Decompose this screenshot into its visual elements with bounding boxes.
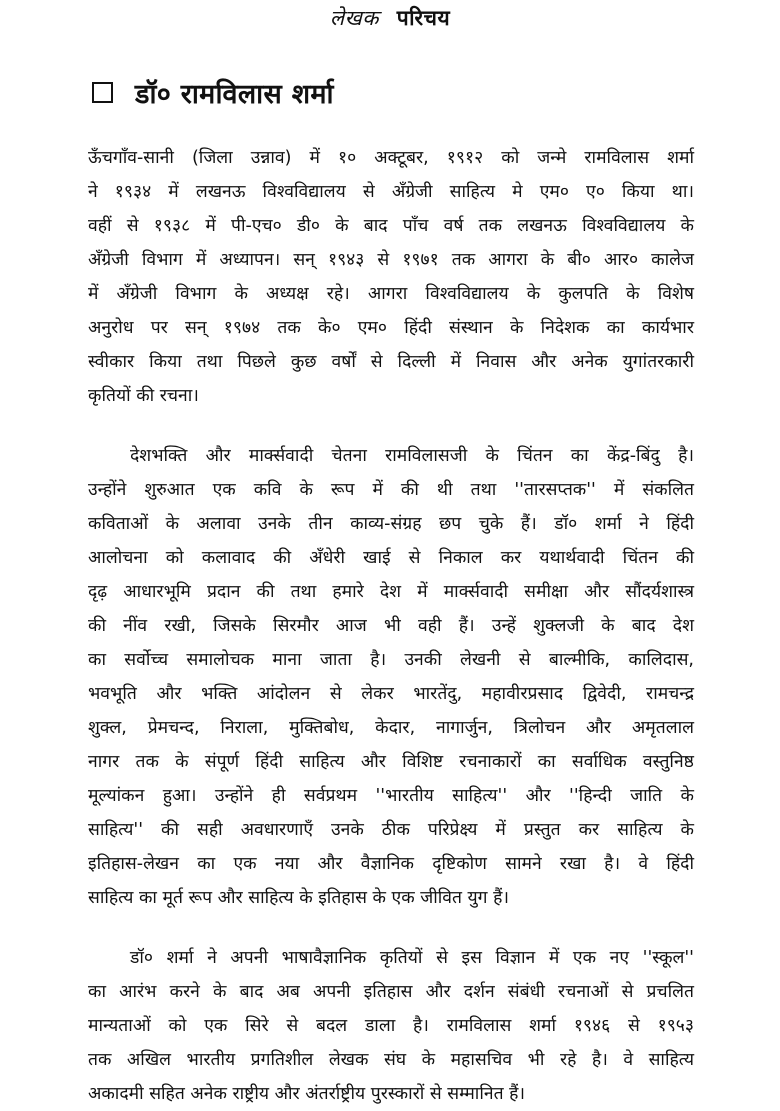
text-line: भवभूति और भक्ति आंदोलन से लेकर भारतेंदु, महावीरप्रसाद द्विवेदी, रामचन्द्र: [88, 684, 694, 704]
checkbox-square-icon: [92, 82, 113, 103]
text-line: देशभक्ति और मार्क्सवादी चेतना रामविलासजी के चिंतन का केंद्र-बिंदु है।: [130, 446, 694, 466]
running-head-italic: लेखक: [329, 6, 379, 30]
text-line: आलोचना को कलावाद की अँधेरी खाई से निकाल कर यथार्थवादी चिंतन की: [88, 548, 694, 568]
paragraph-2: [88, 439, 694, 915]
text-line: का सर्वोच्च समालोचक माना जाता है। उनकी लेखनी से बाल्मीकि, कालिदास,: [88, 650, 694, 670]
text-line: मूल्यांकन हुआ। उन्होंने ही सर्वप्रथम ''भारतीय साहित्य'' और ''हिन्दी जाति के: [88, 786, 694, 806]
text-line: उन्होंने शुरुआत एक कवि के रूप में की थी तथा ''तारसप्तक'' में संकलित: [88, 480, 694, 500]
text-line: डॉ० शर्मा ने अपनी भाषावैज्ञानिक कृतियों से इस विज्ञान में एक नए ''स्कूल'': [130, 948, 694, 968]
text-line: अनुरोध पर सन् १९७४ तक के० एम० हिंदी संस्थान के निदेशक का कार्यभार: [88, 318, 694, 338]
paragraph-1: [88, 141, 694, 413]
section-heading: [92, 74, 334, 111]
text-line: साहित्य का मूर्त रूप और साहित्य के इतिहास के एक जीवित युग हैं।: [88, 888, 510, 908]
text-line: शुक्ल, प्रेमचन्द, निराला, मुक्तिबोध, केदार, नागार्जुन, त्रिलोचन और अमृतलाल: [88, 718, 694, 738]
running-head-bold: परिचय: [396, 6, 451, 30]
text-line: अकादमी सहित अनेक राष्ट्रीय और अंतर्राष्ट्रीय पुरस्कारों से सम्मानित हैं।: [88, 1084, 526, 1104]
text-line: इतिहास-लेखन का एक नया और वैज्ञानिक दृष्टिकोण सामने रखा है। वे हिंदी: [88, 854, 694, 874]
body-text: [88, 141, 694, 1111]
text-line: ऊँचगाँव-सानी (जिला उन्नाव) में १० अक्टूबर, १९१२ को जन्मे रामविलास शर्मा: [88, 148, 694, 168]
text-line: तक अखिल भारतीय प्रगतिशील लेखक संघ के महासचिव भी रहे है। वे साहित्य: [88, 1050, 694, 1070]
author-name-heading: डॉ० रामविलास शर्मा: [135, 79, 334, 110]
running-head: [0, 4, 780, 32]
text-line: वहीं से १९३८ में पी-एच० डी० के बाद पाँच वर्ष तक लखनऊ विश्वविद्यालय के: [88, 216, 694, 236]
text-line: कविताओं के अलावा उनके तीन काव्य-संग्रह छप चुके हैं। डॉ० शर्मा ने हिंदी: [88, 514, 694, 534]
text-line: ने १९३४ में लखनऊ विश्वविद्यालय से अँग्रेजी साहित्य मे एम० ए० किया था।: [88, 182, 694, 202]
text-line: का आरंभ करने के बाद अब अपनी इतिहास और दर्शन संबंधी रचनाओं से प्रचलित: [88, 982, 694, 1002]
text-line: साहित्य'' की सही अवधारणाएँ उनके ठीक परिप्रेक्ष्य में प्रस्तुत कर साहित्य के: [88, 820, 694, 840]
text-line: मान्यताओं को एक सिरे से बदल डाला है। रामविलास शर्मा १९४६ से १९५३: [88, 1016, 694, 1036]
text-line: स्वीकार किया तथा पिछले कुछ वर्षों से दिल्ली में निवास और अनेक युगांतरकारी: [88, 352, 694, 372]
text-line: कृतियों की रचना।: [88, 386, 199, 406]
text-line: में अँग्रेजी विभाग के अध्यक्ष रहे। आगरा विश्वविद्यालय के कुलपति के विशेष: [88, 284, 694, 304]
text-line: की नींव रखी, जिसके सिरमौर आज भी वही हैं। उन्हें शुक्लजी के बाद देश: [88, 616, 694, 636]
paragraph-3: [88, 941, 694, 1111]
text-line: नागर तक के संपूर्ण हिंदी साहित्य और विशिष्ट रचनाकारों का सर्वाधिक वस्तुनिष्ठ: [88, 752, 694, 772]
text-line: अँग्रेजी विभाग में अध्यापन। सन् १९४३ से १९७१ तक आगरा के बी० आर० कालेज: [88, 250, 694, 270]
text-line: दृढ़ आधारभूमि प्रदान की तथा हमारे देश में मार्क्सवादी समीक्षा और सौंदर्यशास्त्र: [88, 582, 694, 602]
